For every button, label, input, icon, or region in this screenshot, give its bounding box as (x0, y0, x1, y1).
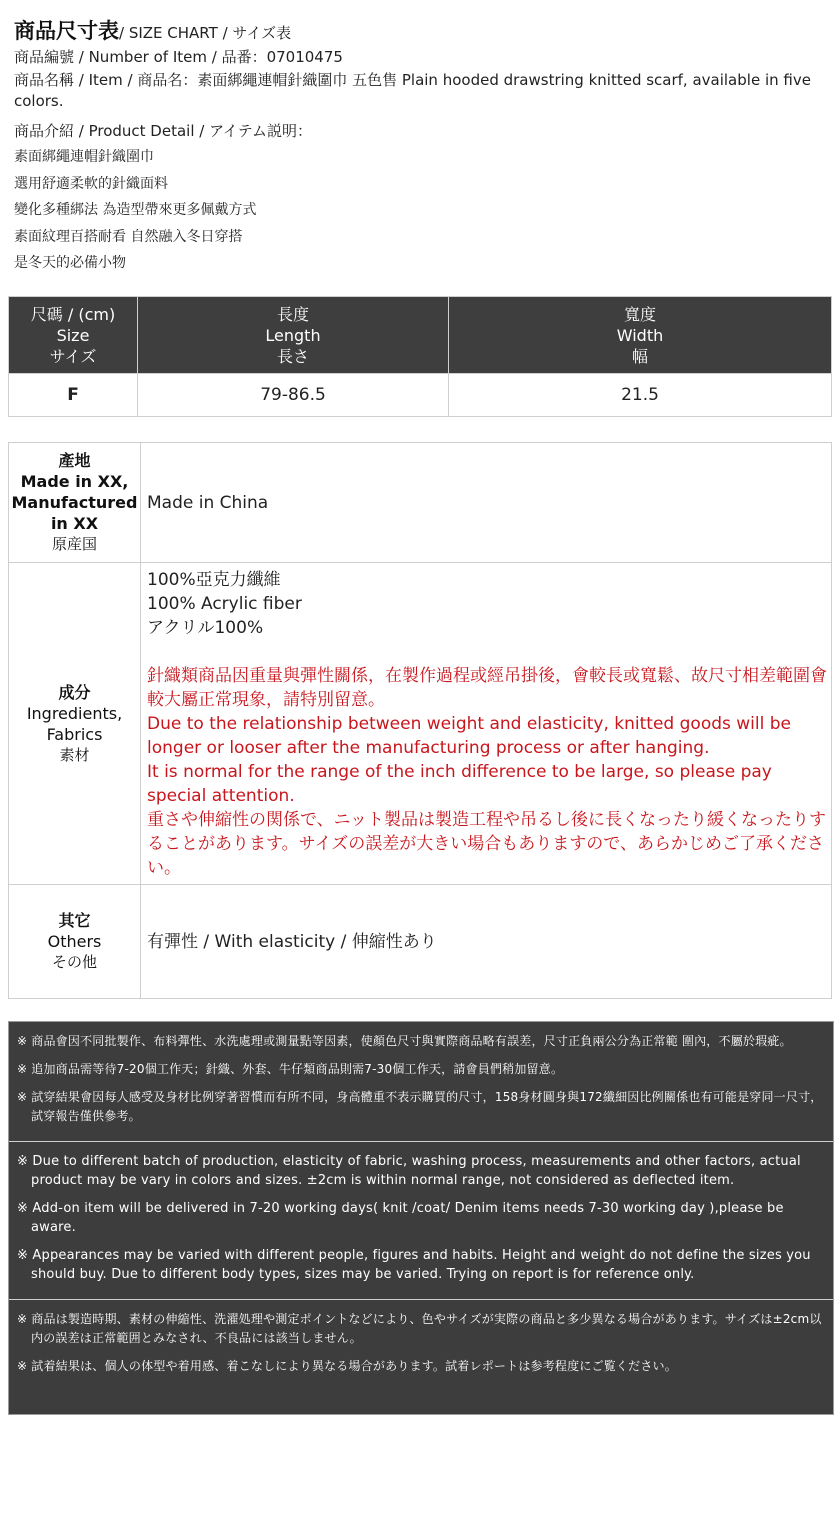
label-ja: 原産国 (51, 535, 97, 553)
size-cell: F (9, 374, 138, 417)
size-table (8, 296, 832, 417)
label-en: Made in XX, (20, 472, 129, 491)
detail-line: 是冬天的必備小物 (14, 255, 126, 271)
fabric-line: 100% Acrylic fiber (147, 593, 302, 614)
label-zh: 產地 (58, 451, 91, 470)
detail-line: 變化多種綁法 為造型帶來更多佩戴方式 (14, 202, 257, 218)
note-item: ※ 試穿結果會因每人感受及身材比例穿著習慣而有所不同，身高體重不表示購買的尺寸，158身材圓身與172纖細因比例關係也有可能是穿同一尺寸，試穿報告僅供參考。 (17, 1090, 823, 1123)
note-item: ※ Add-on item will be delivered in 7-20 working days( knit /coat/ Denim items needs 7-30 working day ),please be aware. (17, 1201, 784, 1235)
header-ja: 幅 (631, 346, 648, 366)
item-name: 商品名稱 / Item / 商品名：素面綁繩連帽針織圍巾 五色售 Plain hooded drawstring knitted scarf, available in five colors. (14, 71, 811, 110)
header-en: Length (265, 325, 321, 345)
notes-ja (9, 1299, 833, 1391)
title-main: 商品尺寸表 (14, 19, 119, 43)
title-sub: / SIZE CHART / サイズ表 (119, 24, 292, 42)
notes-en (9, 1141, 833, 1299)
width-cell: 21.5 (449, 374, 832, 417)
fabric-value (141, 563, 832, 885)
header-zh: 長度 (276, 304, 309, 324)
others-row (9, 885, 832, 999)
fabric-row (9, 563, 832, 885)
label-en: in XX (50, 514, 99, 533)
label-ja: 素材 (59, 745, 90, 764)
size-table-header-row (9, 297, 832, 374)
note-item: ※ 商品會因不同批製作、布料彈性、水洗處理或測量點等因素，使顏色尺寸與實際商品略有誤差，尺寸正負兩公分為正常範 圍內，不屬於瑕疵。 (17, 1034, 792, 1048)
note-item: ※ 試着結果は、個人の体型や着用感、着こなしにより異なる場合があります。試着レポートは参考程度にご覧ください。 (17, 1359, 677, 1373)
width-header (449, 297, 832, 374)
product-header (14, 18, 829, 277)
origin-label (9, 443, 141, 563)
others-value: 有彈性 / With elasticity / 伸縮性あり (141, 885, 832, 999)
label-en: Manufactured (11, 493, 138, 512)
label-zh: 其它 (58, 911, 91, 930)
header-en: Width (616, 325, 664, 345)
others-label (9, 885, 141, 999)
header-zh: 尺碼 / (cm) (30, 304, 116, 324)
fabric-notice: Due to the relationship between weight and elasticity, knitted goods will be longer or looser after the manufacturing process or after hanging. (147, 713, 791, 758)
origin-value: Made in China (141, 443, 832, 563)
label-en: Fabrics (46, 724, 103, 744)
length-header (138, 297, 449, 374)
fabric-notice: 重さや伸縮性の関係で、ニット製品は製造工程や吊るし後に長くなったり緩くなったりすることがあります。サイズの誤差が大きい場合もありますので、あらかじめご了承ください。 (147, 809, 826, 878)
detail-heading: 商品介紹 / Product Detail / アイテム説明： (14, 122, 312, 140)
note-item: ※ Appearances may be varied with different people, figures and habits. Height and weight do not define the sizes you should buy. Due to different body types, sizes may be varied. Trying on report is for reference only. (17, 1248, 811, 1282)
fabric-notice: 針織類商品因重量與彈性關係，在製作過程或經吊掛後，會較長或寬鬆、故尺寸相差範圍會較大屬正常現象，請特別留意。 (147, 665, 827, 710)
label-en: Others (47, 932, 102, 951)
fabric-line: アクリル100% (147, 617, 264, 638)
header-ja: 長さ (276, 346, 309, 366)
note-item: ※ Due to different batch of production, elasticity of fabric, washing process, measurements and other factors, actual product may be vary in colors and sizes. ±2cm is within normal range, not considered as deflected item. (17, 1154, 801, 1188)
detail-line: 選用舒適柔軟的針織面料 (14, 175, 168, 192)
header-en: Size (56, 325, 90, 345)
size-chart-title (14, 18, 829, 44)
notes-zh (9, 1022, 833, 1141)
item-number: 商品編號 / Number of Item / 品番：07010475 (14, 48, 343, 66)
label-ja: その他 (51, 953, 97, 971)
note-item: ※ 商品は製造時期、素材の伸縮性、洗濯処理や測定ポイントなどにより、色やサイズが実際の商品と多少異なる場合があります。サイズは±2cm以内の誤差は正常範囲とみなされ、不良品には該当しません。 (17, 1312, 822, 1345)
fabric-line: 100%亞克力纖維 (147, 569, 281, 590)
header-zh: 寬度 (623, 304, 656, 324)
label-zh: 成分 (58, 682, 91, 702)
info-table (8, 442, 832, 999)
notes-panel (8, 1021, 834, 1415)
fabric-notice: It is normal for the range of the inch difference to be large, so please pay special attention. (147, 761, 772, 806)
note-item: ※ 追加商品需等待7-20個工作天；針織、外套、牛仔類商品則需7-30個工作天，請會員們稍加留意。 (17, 1062, 564, 1076)
header-ja: サイズ (49, 346, 97, 366)
fabric-label (9, 563, 141, 885)
length-cell: 79-86.5 (138, 374, 449, 417)
size-header (9, 297, 138, 374)
origin-row (9, 443, 832, 563)
label-en: Ingredients, (26, 703, 123, 723)
detail-line: 素面綁繩連帽針織圍巾 (14, 149, 154, 165)
table-row (9, 374, 832, 417)
detail-line: 素面紋理百搭耐看 自然融入冬日穿搭 (14, 228, 243, 245)
